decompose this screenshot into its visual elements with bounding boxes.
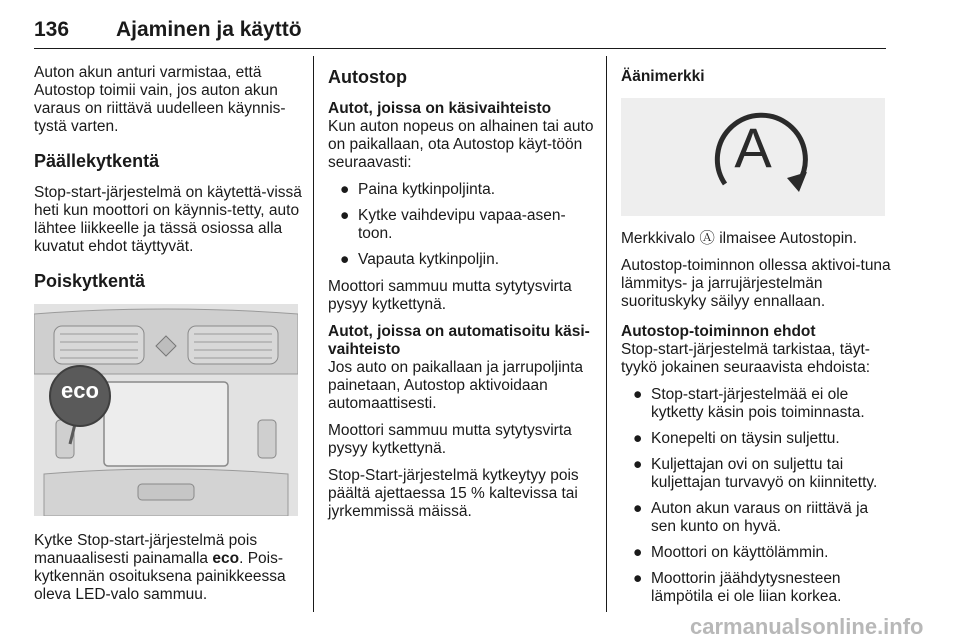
list-item: ● Stop-start-järjestelmää ei ole kytketty käsin pois toiminnasta. [633, 386, 865, 421]
heading-switch-on: Päällekytkentä [34, 151, 160, 171]
indicator-text-1: Merkkivalo [621, 230, 700, 247]
eco-button-figure [34, 304, 298, 516]
dashboard-illustration [34, 304, 298, 516]
subheading-manual-gearbox: Autot, joissa on käsivaihteisto [328, 100, 552, 117]
active-function-paragraph: Autostop-toiminnon ollessa aktivoi-tuna lämmitys- ja jarrujärjestelmän suorituskyky säilyy ennallaan. [621, 257, 891, 310]
watermark: carmanualsonline.info [690, 614, 924, 639]
heading-signal: Äänimerkki [621, 68, 705, 85]
list-item: ● Moottorin jäähdytysnesteen lämpötila ei ole liian korkea. [633, 570, 842, 605]
list-item: ● Moottori on käyttölämmin. [633, 544, 829, 561]
eco-label: eco [61, 378, 99, 403]
column-1 [34, 64, 304, 613]
slope-paragraph: Stop-Start-järjestelmä kytkeytyy pois päältä ajettaessa 15 % kaltevissa tai jyrkemmissä mäissä. [328, 467, 579, 520]
engine-stops-paragraph-1: Moottori sammuu mutta sytytysvirta pysyy kytkettynä. [328, 278, 572, 313]
column-divider-1 [313, 56, 314, 612]
column-divider-2 [606, 56, 607, 612]
column-3 [621, 64, 891, 615]
indicator-paragraph [621, 230, 891, 248]
list-item: ● Paina kytkinpoljinta. [340, 181, 495, 198]
switch-off-paragraph [34, 532, 304, 604]
list-item: ● Kytke vaihdevipu vapaa-asen-toon. [340, 207, 566, 242]
engine-stops-paragraph-2: Moottori sammuu mutta sytytysvirta pysyy kytkettynä. [328, 422, 572, 457]
column-2 [328, 64, 598, 530]
heading-switch-off: Poiskytkentä [34, 271, 146, 291]
autostop-symbol-icon: Ⓐ [699, 230, 715, 247]
indicator-text-2: ilmaisee Autostopin. [714, 230, 858, 247]
page-number: 136 [34, 18, 70, 41]
autostop-icon-figure [621, 98, 885, 216]
eco-keyword: eco [212, 550, 240, 567]
heading-autostop: Autostop [328, 67, 407, 87]
autostop-icon-letter: A [734, 116, 772, 179]
chapter-title: Ajaminen ja käyttö [116, 18, 302, 41]
header-divider [34, 48, 886, 49]
list-item: ● Kuljettajan ovi on suljettu tai kuljettajan turvavyö on kiinnitetty. [633, 456, 878, 491]
subheading-automated-gearbox: Autot, joissa on automatisoitu käsi-vaihteisto [328, 323, 590, 358]
switch-off-text-1: Kytke Stop-start-järjestelmä pois manuaalisesti painamalla [34, 532, 258, 567]
subheading-conditions: Autostop-toiminnon ehdot [621, 323, 816, 340]
list-item: ● Vapauta kytkinpoljin. [340, 251, 500, 268]
automated-gearbox-paragraph: Jos auto on paikallaan ja jarrupoljinta painetaan, Autostop aktivoidaan automaattisesti. [328, 359, 584, 412]
battery-sensor-paragraph: Auton akun anturi varmistaa, että Autostop toimii vain, jos auton akun varaus on riittävä uudelleen käynnis-tystä varten. [34, 64, 286, 135]
switch-off-text-2: . Pois-kytkennän osoituksena painikkeessa oleva LED-valo sammuu. [34, 550, 286, 603]
conditions-list [621, 386, 891, 606]
list-item: ● Konepelti on täysin suljettu. [633, 430, 840, 447]
conditions-intro-paragraph: Stop-start-järjestelmä tarkistaa, täyt-tyykö jokainen seuraavista ehdoista: [621, 341, 871, 376]
autostop-steps-list [328, 181, 598, 269]
manual-gearbox-paragraph: Kun auton nopeus on alhainen tai auto on paikallaan, ota Autostop käyt-töön seuraavasti: [328, 118, 594, 171]
page-header [34, 18, 886, 48]
switch-on-paragraph: Stop-start-järjestelmä on käytettä-vissä heti kun moottori on käynnis-tetty, auto lähtee liikkeelle ja tässä osiossa alla kuvatut ehdot täyttyvät. [34, 184, 302, 255]
list-item: ● Auton akun varaus on riittävä ja sen kunto on hyvä. [633, 500, 869, 535]
